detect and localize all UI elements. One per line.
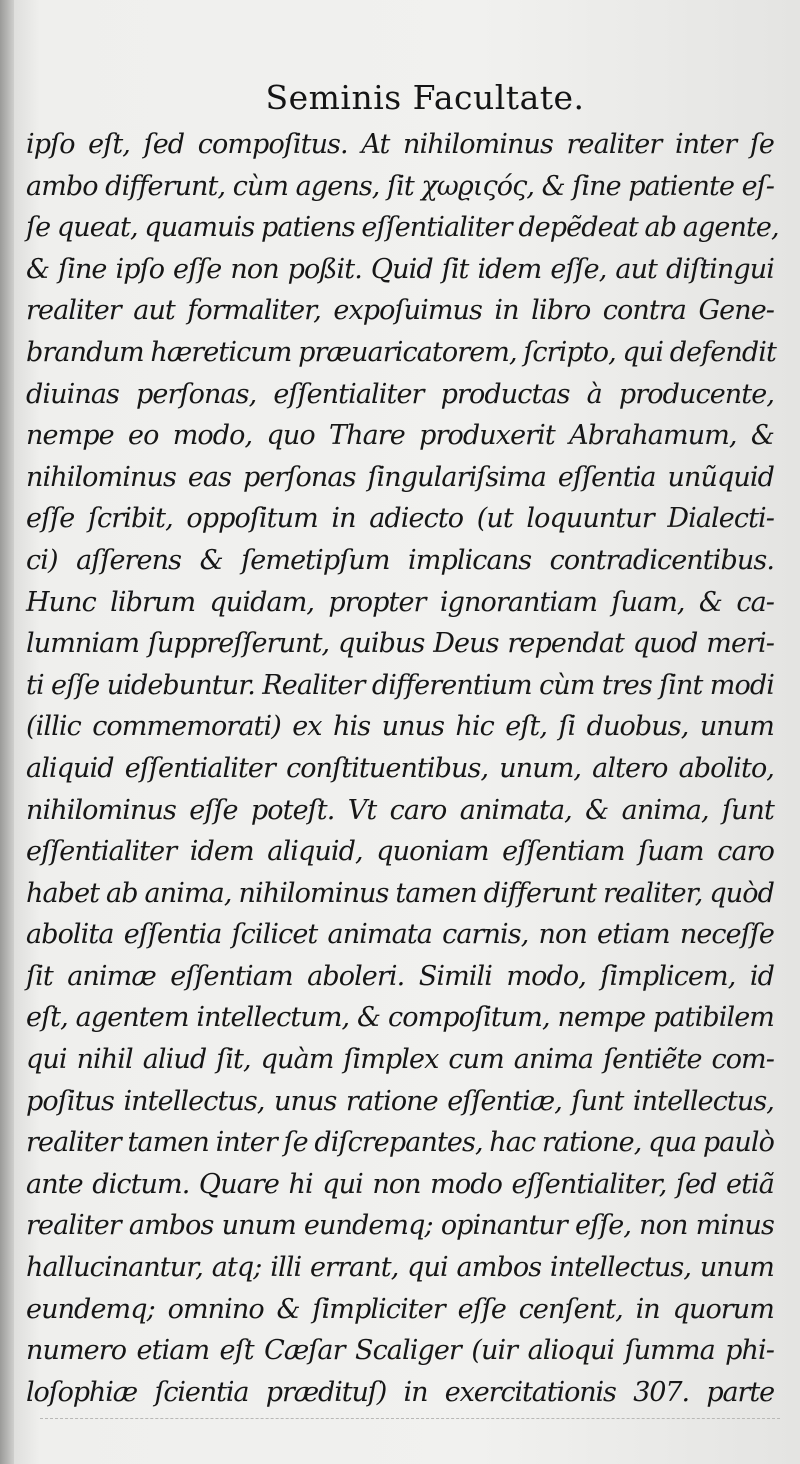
text-line: numero etiam eſt Cæſar Scaliger (uir alioqui ſumma phi-: [26, 1335, 774, 1367]
text-line: poſitus intellectus, unus ratione eſſentiæ, ſunt intellectus,: [26, 1085, 774, 1117]
text-line: ti eſſe uidebuntur. Realiter differentium cùm tres ſint modi: [26, 669, 774, 701]
body-text: [26, 124, 779, 1413]
text-line: (illic commemorati) ex his unus hic eſt, ſi duobus, unum: [26, 711, 774, 743]
text-line: habet ab anima, nihilominus tamen differunt realiter, quòd: [26, 877, 774, 909]
text-line: abolita eſſentia ſcilicet animata carnis, non etiam neceſſe: [26, 919, 774, 951]
running-header-title: Seminis Facultate.: [265, 78, 585, 117]
text-line: diuinas perſonas, eſſentialiter productas à producente,: [26, 378, 774, 410]
text-line: nempe eo modo, quo Thare produxerit Abrahamum, &: [26, 420, 774, 452]
text-line: ante dictum. Quare hi qui non modo eſſentialiter, ſed etiã: [26, 1168, 774, 1200]
text-line: eſſentialiter idem aliquid, quoniam eſſentiam ſuam caro: [26, 836, 774, 868]
text-line: Hunc librum quidam, propter ignorantiam ſuam, & ca-: [26, 586, 774, 618]
text-line: ſit animæ eſſentiam aboleri. Simili modo, ſimplicem, id: [26, 960, 774, 992]
text-line: ambo differunt, cùm agens, ſit χωϱιςός, & ſine patiente eſ-: [26, 170, 774, 202]
text-line: hallucinantur, atq; illi errant, qui ambos intellectus, unum: [26, 1252, 774, 1284]
text-line: qui nihil aliud ſit, quàm ſimplex cum anima ſentiẽte com-: [26, 1044, 774, 1076]
text-line: eſt, agentem intellectum, & compoſitum, nempe patibilem: [26, 1002, 774, 1034]
text-line: loſophiæ ſcientia prædituſ) in exercitationis 307. parte: [26, 1376, 774, 1408]
text-line: nihilominus eſſe poteſt. Vt caro animata, & anima, ſunt: [26, 794, 774, 826]
text-line: eſſe ſcribit, oppoſitum in adiecto (ut loquuntur Dialecti-: [26, 503, 774, 535]
text-line: lumniam ſuppreſſerunt, quibus Deus rependat quod meri-: [26, 628, 774, 660]
text-line: eundemq; omnino & ſimpliciter eſſe cenſent, in quorum: [26, 1293, 774, 1325]
text-line: realiter aut formaliter, expoſuimus in libro contra Gene-: [26, 295, 774, 327]
text-line: ci) aſſerens & ſemetipſum implicans contradicentibus.: [26, 544, 774, 576]
text-line: nihilominus eas perſonas ſingulariſsima eſſentia unũquid: [26, 461, 774, 493]
page-gutter-shadow: [0, 0, 14, 1464]
text-line: ipſo eſt, ſed compoſitus. At nihilominus realiter inter ſe: [26, 129, 774, 160]
text-line: realiter tamen inter ſe diſcrepantes, hac ratione, qua paulò: [26, 1127, 774, 1159]
text-line: realiter ambos unum eundemq; opinantur eſſe, non minus: [26, 1210, 774, 1242]
text-line: & ſine ipſo eſſe non poßit. Quid ſit idem eſſe, aut diſtingui: [26, 253, 774, 285]
text-line: brandum hæreticum præuaricatorem, ſcripto, qui defendit: [26, 336, 776, 368]
text-line: aliquid eſſentialiter conſtituentibus, unum, altero abolito,: [26, 752, 774, 784]
running-header: [0, 78, 800, 117]
text-line: ſe queat, quamuis patiens eſſentialiter depẽdeat ab agente,: [26, 212, 779, 244]
bottom-edge-rule: [40, 1418, 780, 1419]
